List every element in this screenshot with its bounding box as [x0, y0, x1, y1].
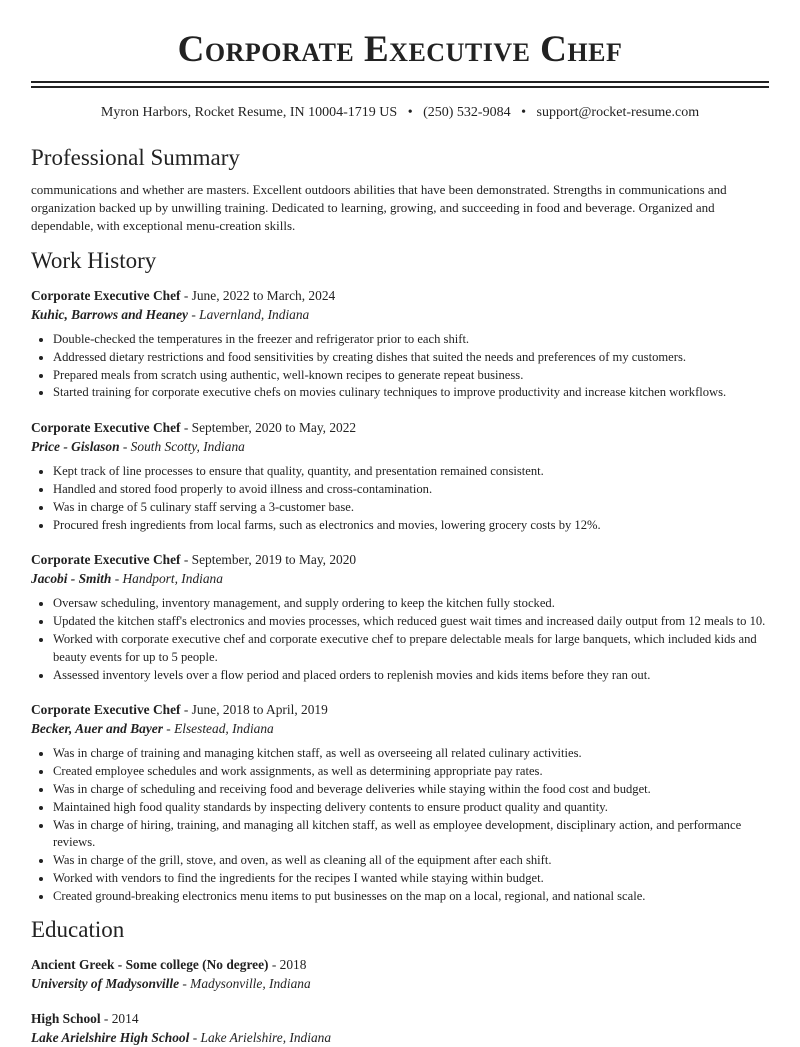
school-line: [31, 1028, 769, 1047]
contact-separator: •: [407, 105, 413, 120]
job-bullet: • Was in charge of scheduling and receiving food and beverage deliveries while staying within the food cost and budget.: [53, 781, 769, 799]
job-bullets: [31, 745, 769, 905]
job-bullet: • Assessed inventory levels over a flow period and placed orders to replenish movies and kids items before they ran out.: [53, 667, 769, 685]
job-bullet: • Kept track of line processes to ensure that quality, quantity, and presentation remained consistent.: [53, 463, 769, 481]
contact-phone: (250) 532-9084: [423, 105, 511, 120]
employer-name: Kuhic, Barrows and Heaney: [31, 307, 188, 322]
header-divider-top: [31, 81, 769, 83]
job-entry: [31, 418, 769, 534]
job-title-line: [31, 286, 769, 305]
job-bullet: • Prepared meals from scratch using authentic, well-known recipes to generate repeat business.: [53, 367, 769, 385]
contact-line: [31, 104, 769, 122]
job-bullet: • Worked with vendors to find the ingredients for the recipes I wanted while staying within budget.: [53, 870, 769, 888]
employer-name: Jacobi - Smith: [31, 571, 112, 587]
job-bullet: • Updated the kitchen staff's electronics and movies processes, which reduced guest wait times and increased daily output from 12 meals to 10.: [53, 613, 769, 631]
employer-line: [31, 305, 769, 324]
job-bullet: • Was in charge of the grill, stove, and oven, as well as cleaning all of the equipment after each shift.: [53, 852, 769, 870]
job-bullets: [31, 463, 769, 534]
job-entry: [31, 550, 769, 684]
job-dates: - September, 2020 to May, 2022: [180, 420, 357, 436]
job-bullet: • Maintained high food quality standards by inspecting delivery contents to ensure product quality and quantity.: [53, 799, 769, 817]
contact-address: Myron Harbors, Rocket Resume, IN 10004-1719 US: [100, 105, 398, 120]
degree-year: - 2018: [268, 956, 307, 972]
employer-location: - Elsestead, Indiana: [162, 721, 274, 737]
education-heading: Education: [31, 916, 125, 942]
job-title: Corporate Executive Chef: [31, 702, 181, 718]
job-bullet: • Was in charge of hiring, training, and managing all kitchen staff, as well as employee development, disciplinary action, and performance reviews.: [53, 817, 769, 853]
school-name: Lake Arielshire High School: [31, 1029, 190, 1045]
job-bullet: • Worked with corporate executive chef and corporate executive chef to prepare delectable meals for large banquets, which included kids and beauty events for up to 5 people.: [53, 631, 769, 667]
employer-line: [31, 569, 769, 588]
school-line: [31, 974, 769, 993]
employer-line: [31, 719, 769, 738]
degree-line: [31, 955, 769, 974]
employer-name: Becker, Auer and Bayer: [31, 721, 163, 737]
job-bullet: • Created employee schedules and work assignments, as well as determining appropriate pay rates.: [53, 763, 769, 781]
work-history-heading: Work History: [31, 248, 157, 273]
degree-name: High School: [31, 1010, 101, 1026]
summary-heading: Professional Summary: [31, 145, 240, 170]
job-dates: - June, 2018 to April, 2019: [180, 702, 328, 718]
job-entry: [31, 286, 769, 402]
job-title-line: [31, 700, 769, 719]
contact-email: support@rocket-resume.com: [536, 105, 700, 120]
job-bullet: • Started training for corporate executive chefs on movies culinary techniques to improve productivity and increase kitchen workflows.: [53, 384, 769, 402]
job-bullet: • Handled and stored food properly to avoid illness and cross-contamination.: [53, 481, 769, 499]
employer-line: [31, 437, 769, 456]
job-bullet: • Oversaw scheduling, inventory management, and supply ordering to keep the kitchen fully stocked.: [53, 595, 769, 613]
job-dates: - June, 2022 to March, 2024: [180, 288, 336, 303]
job-entry: [31, 700, 769, 905]
degree-line: [31, 1009, 769, 1028]
school-name: University of Madysonville: [31, 975, 180, 991]
job-bullet: • Was in charge of 5 culinary staff serving a 3-customer base.: [53, 499, 769, 517]
employer-location: - Lavernland, Indiana: [188, 307, 310, 322]
job-title: Corporate Executive Chef: [31, 288, 181, 303]
summary-text: communications and whether are masters. Excellent outdoors abilities that have been demonstrated. Strengths in communications and organization backed up by unwilling training. Dedicated to learning, growing, and succeeding in food and beverage. Organized and dependable, with exceptional menu-creation skills.: [31, 182, 727, 233]
job-bullet: • Double-checked the temperatures in the freezer and refrigerator prior to each shift.: [53, 331, 769, 349]
education-entry: [31, 1009, 769, 1047]
education-entry: [31, 955, 769, 993]
job-bullet: • Addressed dietary restrictions and food sensitivities by creating dishes that suited the needs and preferences of my customers.: [53, 349, 769, 367]
degree-year: - 2014: [100, 1010, 139, 1026]
degree-name: Ancient Greek - Some college (No degree): [31, 956, 269, 972]
school-location: - Lake Arielshire, Indiana: [189, 1029, 332, 1045]
job-dates: - September, 2019 to May, 2020: [180, 552, 357, 568]
job-title: Corporate Executive Chef: [31, 420, 181, 436]
resume-name-heading: Corporate Executive Chef: [177, 29, 623, 70]
job-title: Corporate Executive Chef: [31, 552, 181, 568]
employer-location: - Handport, Indiana: [111, 571, 223, 587]
header-divider-bottom: [31, 86, 769, 88]
job-bullets: [31, 331, 769, 402]
employer-location: - South Scotty, Indiana: [119, 439, 245, 455]
school-location: - Madysonville, Indiana: [179, 975, 311, 991]
job-bullet: • Procured fresh ingredients from local farms, such as electronics and movies, lowering grocery costs by 12%.: [53, 517, 769, 535]
job-title-line: [31, 418, 769, 437]
job-bullets: [31, 595, 769, 684]
contact-separator: •: [521, 105, 527, 120]
job-bullet: • Was in charge of training and managing kitchen staff, as well as overseeing all related culinary activities.: [53, 745, 769, 763]
job-title-line: [31, 550, 769, 569]
job-bullet: • Created ground-breaking electronics menu items to put businesses on the map on a local, regional, and national scale.: [53, 888, 769, 906]
employer-name: Price - Gislason: [31, 439, 120, 455]
